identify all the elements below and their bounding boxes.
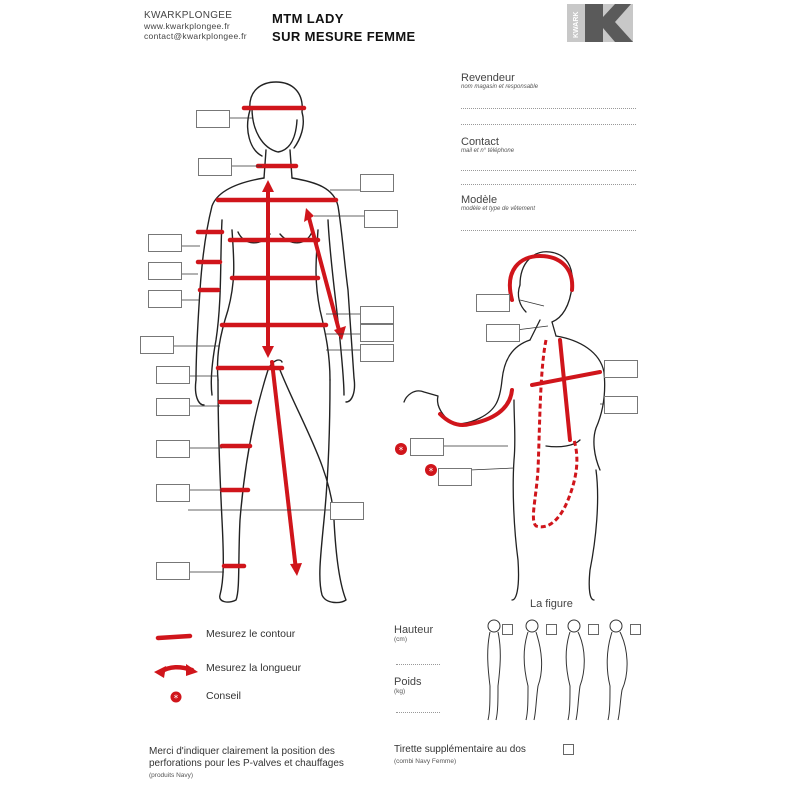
measure-box-torso-length[interactable]	[140, 336, 174, 354]
zip-checkbox[interactable]	[563, 744, 574, 755]
measure-box-head[interactable]	[196, 110, 230, 128]
length-arm	[308, 214, 340, 334]
measure-box-upper-leg[interactable]	[156, 398, 190, 416]
measure-box-shoulder[interactable]	[360, 174, 394, 192]
field-contact-label: Contact	[461, 136, 499, 148]
measure-box-head-top[interactable]	[476, 294, 510, 312]
perforations-sub: (produits Navy)	[149, 772, 194, 779]
figure-checkbox-1[interactable]	[502, 624, 513, 635]
measure-box-neck-side[interactable]	[486, 324, 520, 342]
measure-box-calf[interactable]	[156, 484, 190, 502]
silhouette-1	[488, 620, 501, 720]
zip-label: Tirette supplémentaire au dos	[394, 744, 526, 755]
measure-box-thigh[interactable]	[156, 366, 190, 384]
measure-box-forearm[interactable]	[148, 262, 182, 280]
figure-title: La figure	[530, 598, 573, 610]
figure-silhouettes	[488, 620, 627, 720]
perforations-line-2: perforations pour les P-valves et chauffages	[149, 758, 344, 769]
measure-box-chest[interactable]	[360, 306, 394, 324]
perforations-note	[149, 746, 389, 782]
measure-box-back-width[interactable]	[604, 360, 638, 378]
length-leg	[272, 362, 296, 570]
measure-box-arm-length[interactable]	[364, 210, 398, 228]
figure-checkbox-4[interactable]	[630, 624, 641, 635]
legend-contour: Mesurez le contour	[206, 628, 296, 640]
company-email[interactable]: contact@kwarkplongee.fr	[144, 31, 247, 41]
measure-box-side-arm[interactable]	[410, 438, 444, 456]
field-modele-label: Modèle	[461, 194, 498, 206]
title-line-1: MTM LADY	[272, 11, 344, 26]
company-name: KWARKPLONGEE	[144, 10, 233, 21]
silhouette-2	[524, 620, 541, 720]
silhouette-4	[607, 620, 627, 720]
weight-input[interactable]	[396, 712, 440, 713]
measure-box-bicep[interactable]	[148, 234, 182, 252]
measure-box-leg-length[interactable]	[330, 502, 364, 520]
field-revendeur-sub: nom magasin et responsable	[461, 84, 539, 90]
company-website[interactable]: www.kwarkplongee.fr	[144, 21, 231, 31]
zip-sub: (combi Navy Femme)	[394, 758, 457, 765]
measure-box-hips[interactable]	[360, 344, 394, 362]
measure-box-knee[interactable]	[156, 440, 190, 458]
height-label: Hauteur	[394, 624, 434, 636]
svg-text:*: *	[173, 694, 179, 704]
weight-label: Poids	[394, 676, 422, 688]
title-line-2: SUR MESURE FEMME	[272, 29, 416, 44]
measure-box-back-length[interactable]	[604, 396, 638, 414]
height-input[interactable]	[396, 664, 440, 665]
length-head-top	[510, 256, 572, 300]
measure-box-neck[interactable]	[198, 158, 232, 176]
measure-box-ankle[interactable]	[156, 562, 190, 580]
length-back	[560, 340, 570, 440]
measure-box-wrist[interactable]	[148, 290, 182, 308]
zip-note	[394, 744, 564, 768]
legend-length: Mesurez la longueur	[206, 662, 302, 674]
figure-checkbox-2[interactable]	[546, 624, 557, 635]
legend-advice: Conseil	[206, 690, 242, 702]
legend-contour-line	[158, 636, 190, 638]
weight-block	[394, 676, 422, 695]
measure-box-waist[interactable]	[360, 324, 394, 342]
field-contact-sub: mail et n° téléphone	[461, 148, 515, 154]
figure-checkbox-3[interactable]	[588, 624, 599, 635]
weight-unit: (kg)	[394, 688, 406, 695]
field-revendeur-label: Revendeur	[461, 72, 515, 84]
logo-text: KWARK	[573, 11, 580, 38]
height-unit: (cm)	[394, 636, 407, 643]
measure-box-side-hip[interactable]	[438, 468, 472, 486]
perforations-line-1: Merci d'indiquer clairement la position des	[149, 746, 335, 757]
svg-text:*: *	[428, 467, 434, 477]
silhouette-3	[566, 620, 584, 720]
height-block	[394, 624, 433, 643]
svg-text:*: *	[398, 446, 404, 456]
field-modele-sub: modèle et type de vêtement	[461, 206, 536, 212]
